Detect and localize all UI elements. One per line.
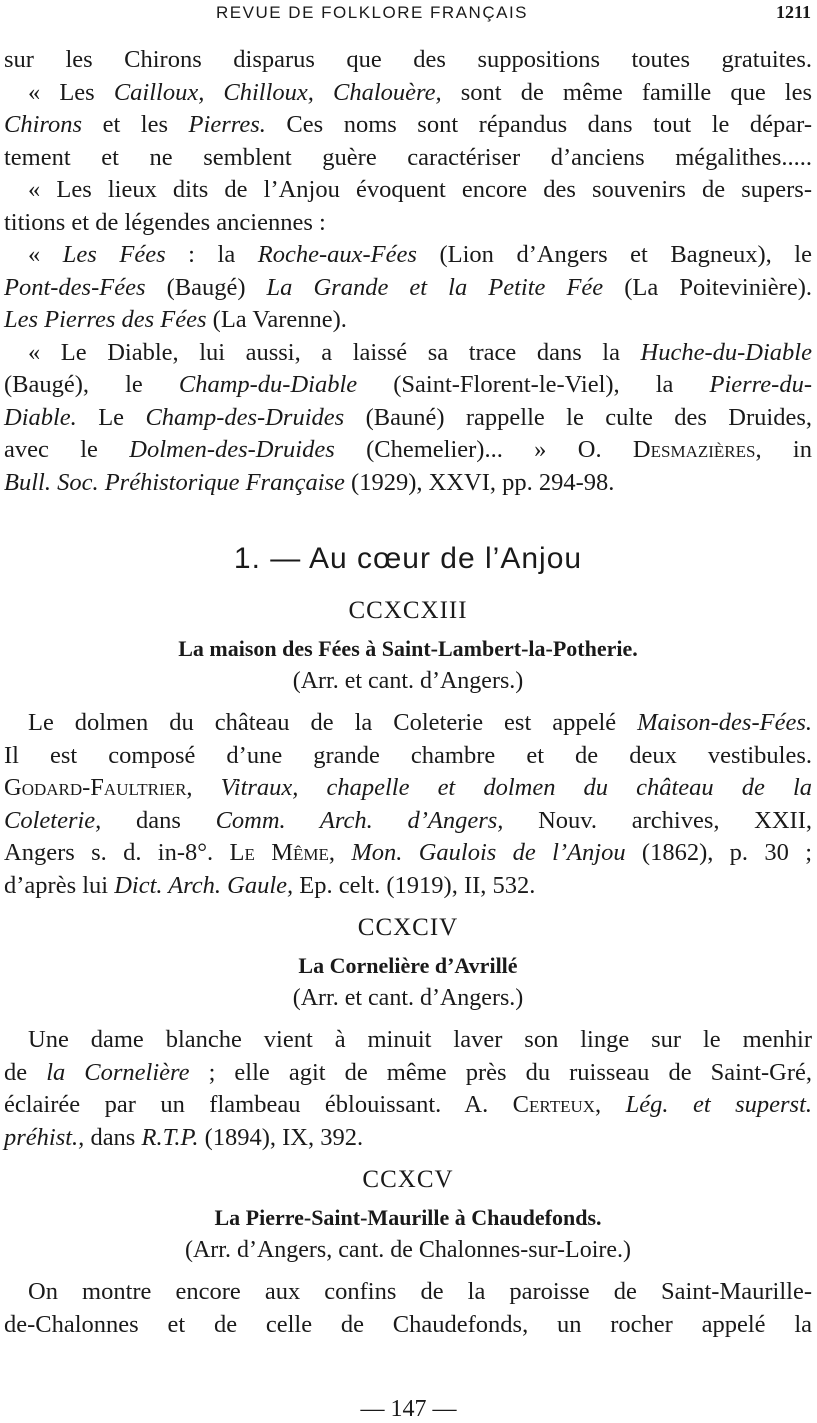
text-line: « Les Cailloux, Chilloux, Chalouère, sont de même famille que les (28, 78, 813, 106)
text-line: éclairée par un flambeau éblouissant. A. Certeux, Lég. et superst. (4, 1091, 813, 1118)
text-line: sur les Chirons disparus que des suppositions toutes gratuites. (4, 46, 812, 73)
text-line: Diable. Le Champ-des-Druides (Bauné) rappelle le culte des Druides, (4, 403, 812, 431)
running-title: REVUE DE FOLKLORE FRANÇAIS (216, 3, 529, 22)
entry-title: La Pierre-Saint-Maurille à Chaudefonds. (214, 1205, 602, 1230)
text-line: préhist., dans R.T.P. (1894), IX, 392. (4, 1123, 364, 1151)
entry-location: (Arr. et cant. d’Angers.) (292, 985, 524, 1011)
page-body (4, 44, 812, 1341)
text-line: Pont-des-Fées (Baugé) La Grande et la Petite Fée (La Poitevinière). (4, 273, 812, 301)
text-line: On montre encore aux confins de la paroisse de Saint-Maurille- (28, 1278, 812, 1305)
text-line: de la Cornelière ; elle agit de même près du ruisseau de Saint-Gré, (4, 1058, 813, 1086)
entry-number: CCXCXIII (348, 597, 468, 624)
chapter-heading: 1. — Au cœur de l’Anjou (233, 542, 583, 575)
entry-title: La Cornelière d’Avrillé (298, 953, 518, 978)
running-page-mark: 1211 (775, 2, 811, 22)
text-line: Il est composé d’une grande chambre et de deux vestibules. (4, 741, 812, 769)
entry-title: La maison des Fées à Saint-Lambert-la-Potherie. (178, 636, 638, 661)
text-line: d’après lui Dict. Arch. Gaule, Ep. celt. (1919), II, 532. (4, 871, 536, 899)
text-line: Les Pierres des Fées (La Varenne). (4, 306, 347, 333)
entry-location: (Arr. d’Angers, cant. de Chalonnes-sur-Loire.) (184, 1237, 632, 1263)
text-line: avec le Dolmen-des-Druides (Chemelier)... » O. Desmazières, in (4, 436, 812, 463)
text-line: Coleterie, dans Comm. Arch. d’Angers, Nouv. archives, XXII, (4, 806, 812, 834)
text-line: titions et de légendes anciennes : (4, 208, 326, 236)
text-line: « Les lieux dits de l’Anjou évoquent encore des souvenirs de supers- (28, 176, 812, 203)
text-line: « Les Fées : la Roche-aux-Fées (Lion d’Angers et Bagneux), le (28, 241, 812, 268)
entry-number: CCXCIV (357, 914, 459, 941)
text-line: Bull. Soc. Préhistorique Française (1929), XXVI, pp. 294-98. (4, 468, 615, 496)
text-line: Une dame blanche vient à minuit laver son linge sur le menhir (28, 1026, 812, 1053)
text-line: Chirons et les Pierres. Ces noms sont répandus dans tout le dépar- (4, 111, 812, 138)
entry-number: CCXCV (362, 1166, 454, 1193)
entry-location: (Arr. et cant. d’Angers.) (292, 668, 524, 694)
text-line: Le dolmen du château de la Coleterie est appelé Maison-des-Fées. (28, 709, 812, 736)
text-line: Godard-Faultrier, Vitraux, chapelle et dolmen du château de la (4, 774, 812, 801)
running-head (0, 2, 817, 24)
text-line: (Baugé), le Champ-du-Diable (Saint-Florent-le-Viel), la Pierre-du- (4, 371, 812, 398)
text-line: Angers s. d. in-8°. Le Même, Mon. Gaulois de l’Anjou (1862), p. 30 ; (4, 839, 813, 866)
text-line: de-Chalonnes et de celle de Chaudefonds, un rocher appelé la (4, 1310, 812, 1338)
text-line: tement et ne semblent guère caractériser d’anciens mégalithes..... (4, 143, 812, 171)
page-number: — 147 — (360, 1396, 457, 1422)
text-line: « Le Diable, lui aussi, a laissé sa trace dans la Huche-du-Diable (28, 338, 812, 366)
